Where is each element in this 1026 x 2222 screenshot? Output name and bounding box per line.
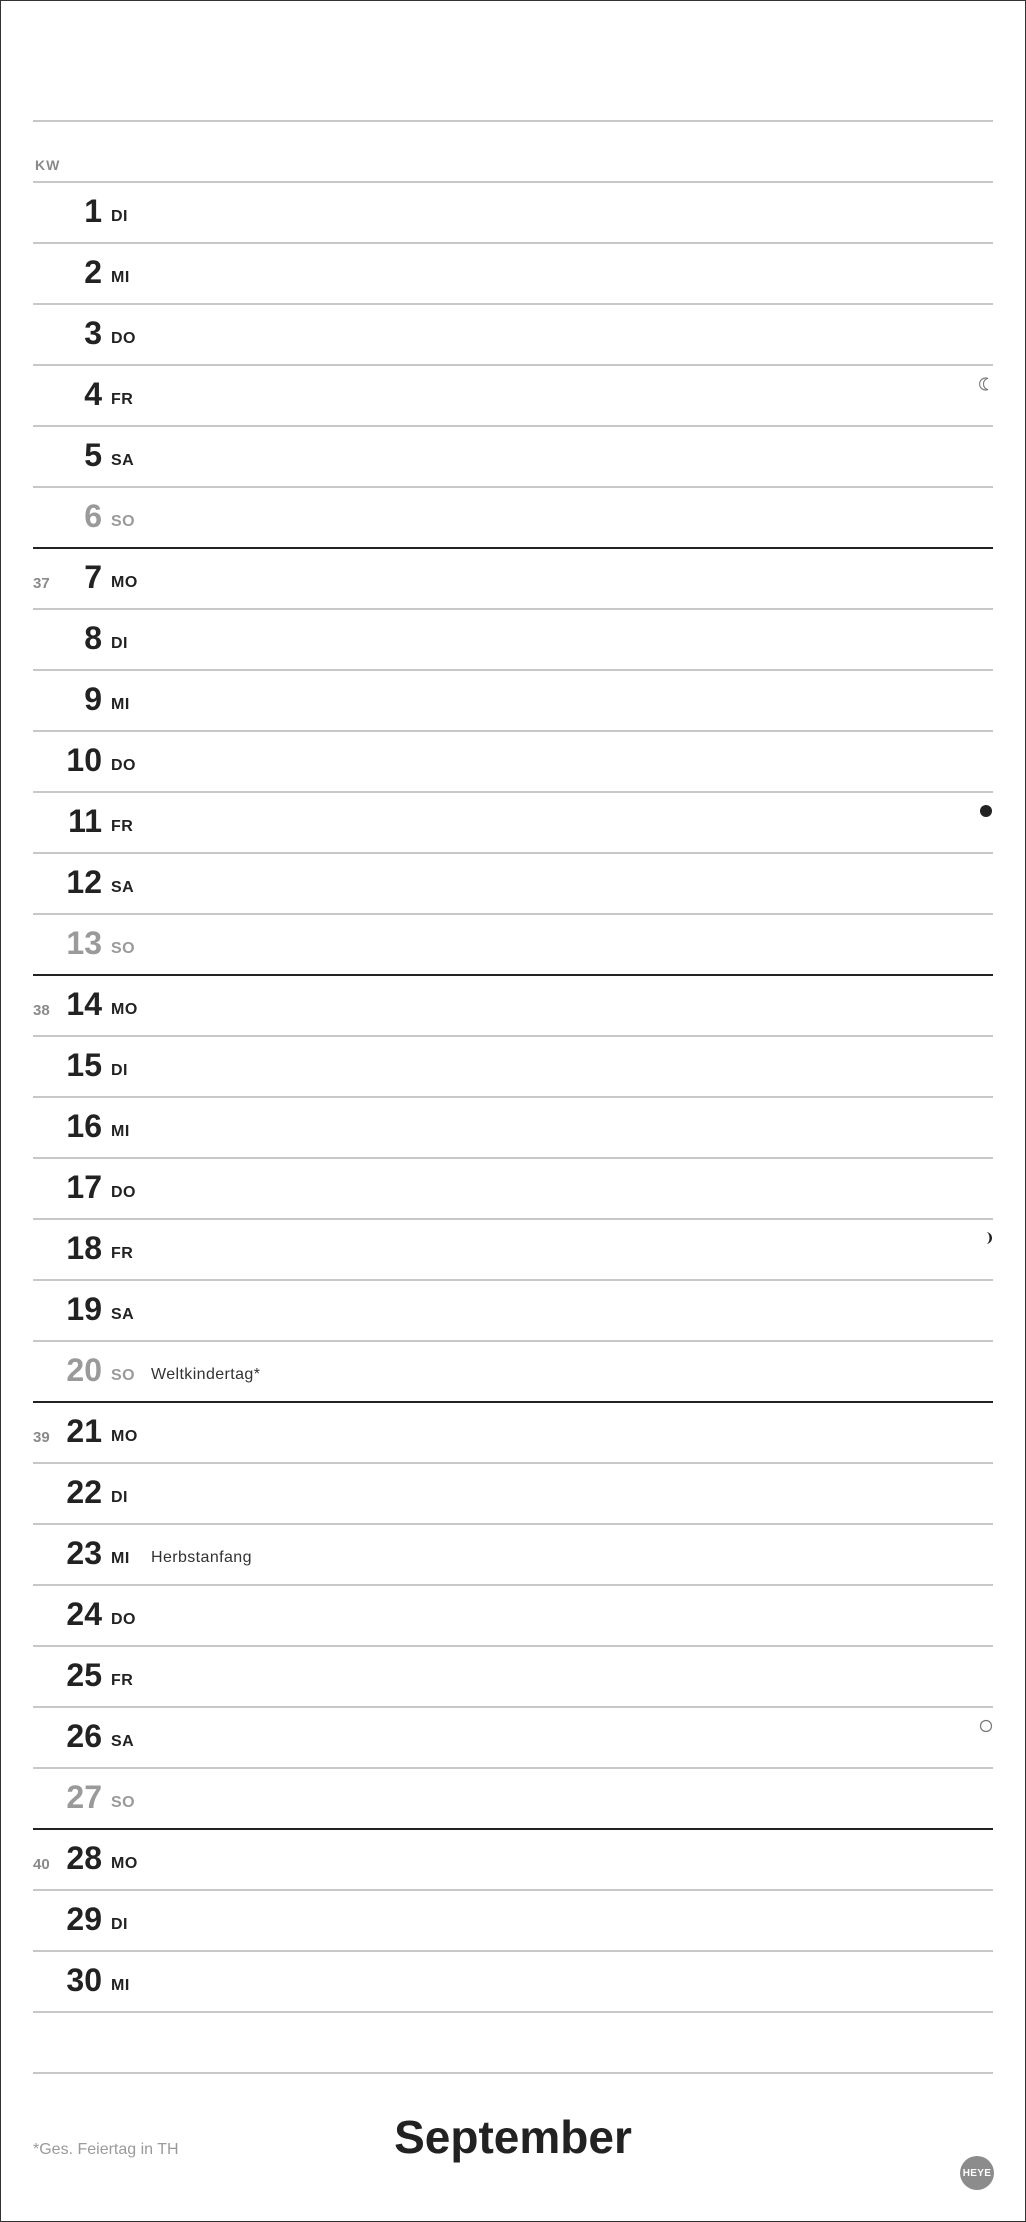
weekday-label: MO: [111, 1855, 138, 1872]
waning-crescent-icon: [979, 377, 993, 391]
day-number: 5: [84, 437, 102, 473]
weekday-label: FR: [111, 1672, 134, 1689]
day-row[interactable]: [0, 303, 1026, 364]
calendar-week-number: 37: [33, 575, 50, 592]
weekday-label: MI: [111, 1977, 130, 1994]
day-row[interactable]: [0, 425, 1026, 486]
day-row[interactable]: [0, 1706, 1026, 1767]
day-row[interactable]: [0, 913, 1026, 974]
day-row[interactable]: [0, 730, 1026, 791]
day-number: 12: [66, 864, 102, 900]
first-quarter-icon: [979, 1231, 993, 1245]
day-divider-line: [33, 2072, 993, 2074]
day-number: 15: [66, 1047, 102, 1083]
day-row[interactable]: [0, 547, 1026, 608]
day-row[interactable]: [0, 608, 1026, 669]
day-number: 1: [84, 193, 102, 229]
day-row[interactable]: [0, 1157, 1026, 1218]
day-number: 18: [66, 1230, 102, 1266]
weekday-label: DI: [111, 1916, 128, 1933]
weekday-label: MO: [111, 1001, 138, 1018]
weekday-label: MI: [111, 1550, 130, 1567]
day-row[interactable]: [0, 1828, 1026, 1889]
weekday-label: DO: [111, 1611, 136, 1628]
footnote: *Ges. Feiertag in TH: [33, 2141, 179, 2158]
day-row[interactable]: [0, 1218, 1026, 1279]
weekday-label: DO: [111, 330, 136, 347]
day-row[interactable]: [0, 1584, 1026, 1645]
weekday-label: MI: [111, 269, 130, 286]
day-number: 21: [66, 1413, 102, 1449]
weekday-label: DO: [111, 1184, 136, 1201]
weekday-label: DI: [111, 635, 128, 652]
day-number: 14: [66, 986, 102, 1022]
weekday-label: DI: [111, 1062, 128, 1079]
day-number: 23: [66, 1535, 102, 1571]
day-number: 19: [66, 1291, 102, 1327]
day-row[interactable]: [0, 974, 1026, 1035]
day-number: 3: [84, 315, 102, 351]
day-number: 7: [84, 559, 102, 595]
day-divider-line: [33, 120, 993, 122]
calendar-week-number: 39: [33, 1429, 50, 1446]
day-number: 17: [66, 1169, 102, 1205]
day-number: 10: [66, 742, 102, 778]
day-number: 24: [66, 1596, 102, 1632]
holiday-label: Weltkindertag*: [151, 1366, 261, 1383]
day-row[interactable]: [0, 1279, 1026, 1340]
day-number: 16: [66, 1108, 102, 1144]
day-number: 27: [66, 1779, 102, 1815]
day-row[interactable]: [0, 791, 1026, 852]
day-row[interactable]: [0, 1889, 1026, 1950]
day-number: 11: [68, 803, 102, 839]
day-row[interactable]: [0, 1645, 1026, 1706]
calendar-week-number: 40: [33, 1856, 50, 1873]
weekday-label: SA: [111, 1733, 135, 1750]
holiday-label: Herbstanfang: [151, 1549, 252, 1566]
day-number: 25: [66, 1657, 102, 1693]
day-row[interactable]: [0, 181, 1026, 242]
day-row[interactable]: [0, 1523, 1026, 1584]
day-row[interactable]: [0, 364, 1026, 425]
day-number: 6: [84, 498, 102, 534]
day-number: 20: [66, 1352, 102, 1388]
day-number: 26: [66, 1718, 102, 1754]
day-row[interactable]: [0, 1340, 1026, 1401]
weekday-label: SO: [111, 513, 136, 530]
calendar-week-header: KW: [35, 157, 61, 173]
day-number: 29: [66, 1901, 102, 1937]
weekday-label: SA: [111, 879, 135, 896]
weekday-label: MO: [111, 1428, 138, 1445]
weekday-label: FR: [111, 1245, 134, 1262]
day-number: 28: [66, 1840, 102, 1876]
day-row[interactable]: [0, 1401, 1026, 1462]
weekday-label: SO: [111, 940, 136, 957]
weekday-label: FR: [111, 818, 134, 835]
day-number: 13: [66, 925, 102, 961]
full-moon-icon: [979, 1719, 993, 1733]
weekday-label: MI: [111, 1123, 130, 1140]
day-row[interactable]: [0, 1096, 1026, 1157]
day-row[interactable]: [0, 242, 1026, 303]
day-divider-line: [33, 2011, 993, 2013]
calendar-week-number: 38: [33, 1002, 50, 1019]
weekday-label: MO: [111, 574, 138, 591]
day-number: 30: [66, 1962, 102, 1998]
day-row[interactable]: [0, 669, 1026, 730]
day-number: 8: [84, 620, 102, 656]
weekday-label: FR: [111, 391, 134, 408]
day-row[interactable]: [0, 1035, 1026, 1096]
weekday-label: DI: [111, 1489, 128, 1506]
day-row[interactable]: [0, 1767, 1026, 1828]
day-row[interactable]: [0, 1950, 1026, 2011]
day-row[interactable]: [0, 486, 1026, 547]
weekday-label: MI: [111, 696, 130, 713]
day-number: 9: [84, 681, 102, 717]
weekday-label: SA: [111, 1306, 135, 1323]
weekday-label: SO: [111, 1794, 136, 1811]
new-moon-icon: [979, 804, 993, 818]
weekday-label: SA: [111, 452, 135, 469]
weekday-label: DO: [111, 757, 136, 774]
day-number: 2: [84, 254, 102, 290]
month-title: September: [394, 2111, 632, 2163]
day-row[interactable]: [0, 852, 1026, 913]
brand-logo: HEYE: [960, 2156, 994, 2190]
day-row[interactable]: [0, 1462, 1026, 1523]
weekday-label: SO: [111, 1367, 136, 1384]
day-number: 4: [84, 376, 102, 412]
weekday-label: DI: [111, 208, 128, 225]
day-number: 22: [66, 1474, 102, 1510]
